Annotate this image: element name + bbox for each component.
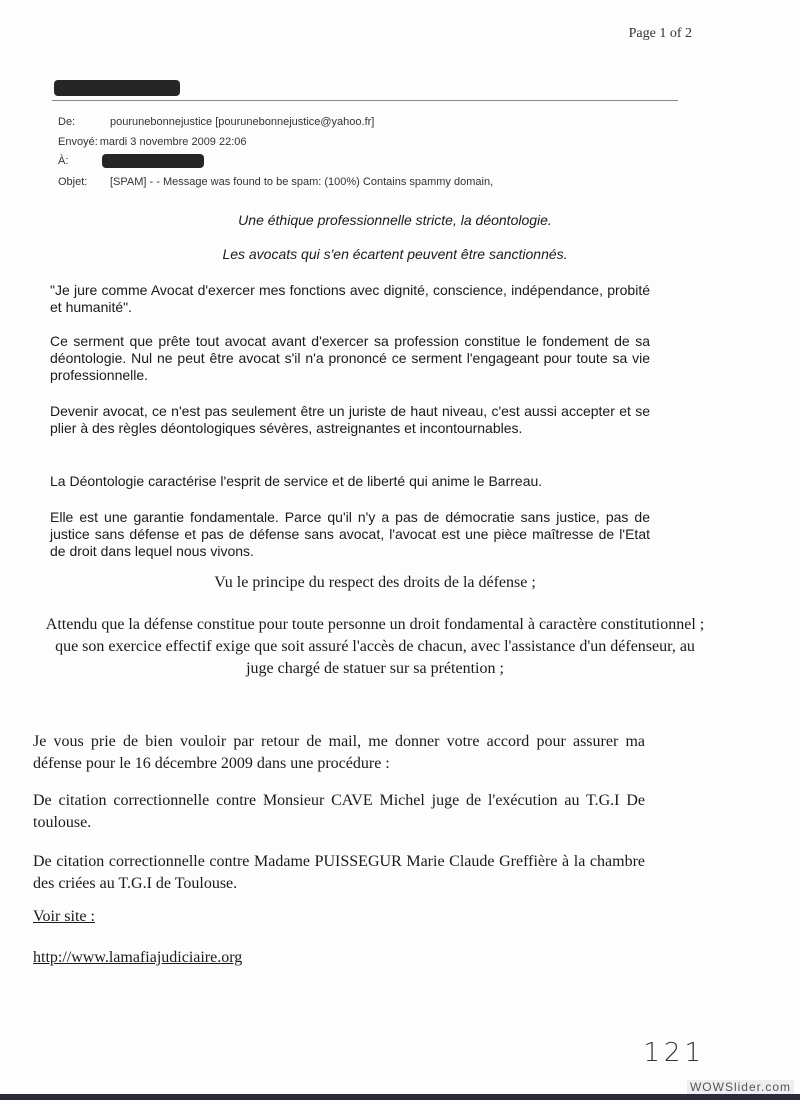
watermark: WOWSlider.com xyxy=(687,1080,794,1094)
become-lawyer-paragraph: Devenir avocat, ce n'est pas seulement être un juriste de haut niveau, c'est aussi accepter et se plier à des règles déontologiques sévères, astreignantes et incontournables. xyxy=(50,403,650,436)
from-row xyxy=(58,116,374,128)
title-ethics: Une éthique professionnelle stricte, la déontologie. xyxy=(238,212,552,228)
principle-line: Vu le principe du respect des droits de la défense ; xyxy=(214,574,536,591)
oath-paragraph: "Je jure comme Avocat d'exercer mes fonctions avec dignité, conscience, indépendance, probité et humanité". xyxy=(50,282,650,315)
guarantee-paragraph: Elle est une garantie fondamentale. Parce qu'il n'y a pas de démocratie sans justice, pas de justice sans défense et pas de défense sans avocat, l'avocat est une pièce maîtresse de l'Etat de droit dans lequel nous vivons. xyxy=(50,509,650,559)
sent-label: Envoyé: xyxy=(58,136,98,148)
request-paragraph: Je vous prie de bien vouloir par retour de mail, me donner votre accord pour assurer ma défense pour le 16 décembre 2009 dans une procédure : xyxy=(33,733,645,772)
whereas-paragraph: Attendu que la défense constitue pour toute personne un droit fondamental à caractère constitutionnel ; que son exercice effectif exige que soit assuré l'accès de chacun, avec l'assistance d'un défenseur, au juge chargé de statuer sur sa prétention ; xyxy=(45,616,705,677)
citation-puissegur: De citation correctionnelle contre Madame PUISSEGUR Marie Claude Greffière à la chambre des criées au T.G.I de Toulouse. xyxy=(33,853,645,892)
subject-row xyxy=(58,176,493,188)
from-label: De: xyxy=(58,116,76,128)
sent-row xyxy=(58,136,247,148)
see-site-label: Voir site : xyxy=(33,908,95,925)
subject-label: Objet: xyxy=(58,176,88,188)
bottom-bar xyxy=(0,1094,800,1100)
deontology-paragraph: La Déontologie caractérise l'esprit de service et de liberté qui anime le Barreau. xyxy=(50,473,543,489)
to-label: À: xyxy=(58,155,69,167)
site-link[interactable]: http://www.lamafiajudiciaire.org xyxy=(33,949,243,966)
handwritten-page-number: 121 xyxy=(643,1038,705,1068)
from-value: pourunebonnejustice [pourunebonnejustice@yahoo.fr] xyxy=(110,116,375,128)
sent-value: mardi 3 novembre 2009 22:06 xyxy=(99,136,247,148)
header-divider xyxy=(52,100,678,101)
citation-cave: De citation correctionnelle contre Monsieur CAVE Michel juge de l'exécution au T.G.I De toulouse. xyxy=(33,792,645,831)
redacted-sender-name xyxy=(54,80,180,96)
redacted-recipient xyxy=(102,154,204,168)
title-sanctions: Les avocats qui s'en écartent peuvent être sanctionnés. xyxy=(222,246,568,262)
oath-foundation-paragraph: Ce serment que prête tout avocat avant d'exercer sa profession constitue le fondement de sa déontologie. Nul ne peut être avocat s'il n'a prononcé ce serment l'engageant pour toute sa vie professionnelle. xyxy=(50,333,650,383)
subject-value: [SPAM] - - Message was found to be spam: (100%) Contains spammy domain, xyxy=(110,176,494,188)
page-indicator: Page 1 of 2 xyxy=(628,26,692,41)
